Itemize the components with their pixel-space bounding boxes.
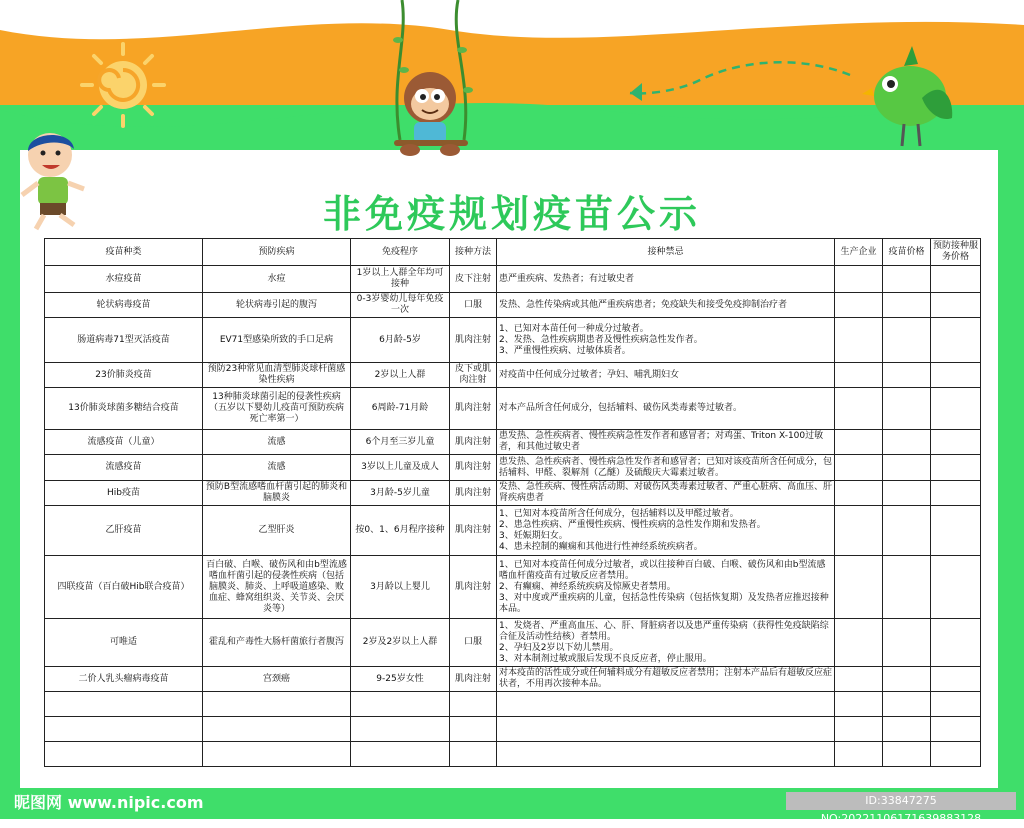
header-manufacturer: 生产企业 (835, 239, 883, 266)
cell-manufacturer (835, 293, 883, 318)
cell-schedule (351, 742, 450, 767)
cell-manufacturer (835, 363, 883, 388)
cell-contraindication: 患发热、急性疾病者、慢性疾病急性发作者和感冒者；对鸡蛋、Triton X-100过敏者，和其他过敏史者 (497, 430, 835, 455)
cell-disease: 轮状病毒引起的腹泻 (203, 293, 351, 318)
cell-method: 肌肉注射 (450, 556, 497, 619)
header-disease: 预防疾病 (203, 239, 351, 266)
cell-disease (203, 742, 351, 767)
cell-vaccine (45, 717, 203, 742)
cell-schedule: 3月龄以上婴儿 (351, 556, 450, 619)
cell-manufacturer (835, 692, 883, 717)
table-row (45, 363, 981, 388)
footer-id: ID:33847275 NO:20221106171639883128 (786, 792, 1016, 810)
cell-vaccine: Hib疫苗 (45, 481, 203, 506)
cell-service-price (931, 430, 981, 455)
cell-vaccine: 肠道病毒71型灭活疫苗 (45, 318, 203, 363)
cell-disease (203, 692, 351, 717)
cell-disease: 水痘 (203, 266, 351, 293)
cell-price (883, 363, 931, 388)
table-row (45, 742, 981, 767)
cell-contraindication: 发热、急性疾病、慢性病活动期、对破伤风类毒素过敏者、严重心脏病、高血压、肝肾疾病患者 (497, 481, 835, 506)
table-row (45, 455, 981, 481)
cell-vaccine: 四联疫苗（百白破Hib联合疫苗） (45, 556, 203, 619)
cell-price (883, 619, 931, 667)
table-row (45, 506, 981, 556)
sun-icon (78, 40, 168, 130)
page-title: 非免疫规划疫苗公示 (322, 192, 701, 236)
cell-service-price (931, 742, 981, 767)
cell-schedule: 2岁及2岁以上人群 (351, 619, 450, 667)
cell-price (883, 455, 931, 481)
cell-disease: EV71型感染所致的手口足病 (203, 318, 351, 363)
cell-vaccine (45, 692, 203, 717)
cell-vaccine: 13价肺炎球菌多糖结合疫苗 (45, 388, 203, 430)
table-row (45, 667, 981, 692)
cell-vaccine: 轮状病毒疫苗 (45, 293, 203, 318)
cell-method: 肌肉注射 (450, 506, 497, 556)
cell-contraindication: 发热、急性传染病或其他严重疾病患者；免疫缺失和接受免疫抑制治疗者 (497, 293, 835, 318)
cell-price (883, 430, 931, 455)
cell-vaccine: 乙肝疫苗 (45, 506, 203, 556)
cell-disease: 乙型肝炎 (203, 506, 351, 556)
cell-schedule: 2岁以上人群 (351, 363, 450, 388)
table-row (45, 388, 981, 430)
cell-service-price (931, 455, 981, 481)
cell-method: 肌肉注射 (450, 667, 497, 692)
cell-schedule: 1岁以上人群全年均可接种 (351, 266, 450, 293)
cell-price (883, 293, 931, 318)
cell-schedule: 9-25岁女性 (351, 667, 450, 692)
cell-manufacturer (835, 266, 883, 293)
cell-service-price (931, 363, 981, 388)
cell-service-price (931, 717, 981, 742)
vaccine-table (44, 238, 981, 767)
cell-method: 口服 (450, 619, 497, 667)
cell-disease: 预防23种常见血清型肺炎球杆菌感染性疾病 (203, 363, 351, 388)
cell-manufacturer (835, 506, 883, 556)
cell-contraindication: 1、发烧者、严重高血压、心、肝、肾脏病者以及患严重传染病（获得性免疫缺陷综合征及活动性结核）者禁用。 2、孕妇及2岁以下幼儿禁用。 3、对本制剂过敏或服后发现不良反应者，停止服用。 (497, 619, 835, 667)
cell-schedule (351, 717, 450, 742)
cell-method: 肌肉注射 (450, 318, 497, 363)
cell-contraindication: 对疫苗中任何成分过敏者；孕妇、哺乳期妇女 (497, 363, 835, 388)
cell-method: 肌肉注射 (450, 388, 497, 430)
cell-contraindication: 对本疫苗的活性成分或任何辅料成分有超敏反应者禁用；注射本产品后有超敏反应症状者，不用再次接种本品。 (497, 667, 835, 692)
cell-method: 皮下或肌肉注射 (450, 363, 497, 388)
cell-schedule: 6周龄-71月龄 (351, 388, 450, 430)
dashed-arrow-icon (620, 55, 860, 115)
bird-icon (862, 38, 962, 153)
cell-contraindication: 1、已知对本苗任何一种成分过敏者。 2、发热、急性疾病期患者及慢性疾病急性发作者。 3、严重慢性疾病、过敏体质者。 (497, 318, 835, 363)
cell-method (450, 717, 497, 742)
cell-price (883, 742, 931, 767)
cell-price (883, 481, 931, 506)
cell-method: 肌肉注射 (450, 455, 497, 481)
table-row (45, 692, 981, 717)
cell-schedule: 3岁以上儿童及成人 (351, 455, 450, 481)
monkey-swing-icon (380, 0, 490, 175)
cell-schedule: 0-3岁婴幼儿每年免疫一次 (351, 293, 450, 318)
cell-service-price (931, 266, 981, 293)
cell-manufacturer (835, 455, 883, 481)
cell-manufacturer (835, 556, 883, 619)
cell-method: 肌肉注射 (450, 430, 497, 455)
footer-logo: 昵图网 www.nipic.com (14, 793, 204, 812)
header-schedule: 免疫程序 (351, 239, 450, 266)
cell-schedule: 6个月至三岁儿童 (351, 430, 450, 455)
table-row (45, 430, 981, 455)
cell-vaccine: 可唯适 (45, 619, 203, 667)
cell-method (450, 692, 497, 717)
cell-price (883, 692, 931, 717)
table-row (45, 293, 981, 318)
cell-contraindication: 患发热、急性疾病者、慢性病急性发作者和感冒者；已知对该疫苗所含任何成分，包括辅料、甲醛、裂解剂（乙醚）及硫酸庆大霉素过敏者。 (497, 455, 835, 481)
cell-disease: 宫颈癌 (203, 667, 351, 692)
cell-contraindication (497, 692, 835, 717)
cell-disease: 霍乱和产毒性大肠杆菌旅行者腹泻 (203, 619, 351, 667)
cell-method (450, 742, 497, 767)
cell-disease: 预防B型流感嗜血杆菌引起的肺炎和脑膜炎 (203, 481, 351, 506)
cell-disease (203, 717, 351, 742)
cell-service-price (931, 667, 981, 692)
cell-contraindication: 患严重疾病、发热者；有过敏史者 (497, 266, 835, 293)
cell-method: 皮下注射 (450, 266, 497, 293)
header-method: 接种方法 (450, 239, 497, 266)
cell-vaccine (45, 742, 203, 767)
cell-price (883, 266, 931, 293)
cell-vaccine: 流感疫苗 (45, 455, 203, 481)
cell-vaccine: 水痘疫苗 (45, 266, 203, 293)
cell-price (883, 717, 931, 742)
cell-contraindication (497, 742, 835, 767)
cell-schedule: 3月龄-5岁儿童 (351, 481, 450, 506)
table-row (45, 717, 981, 742)
cell-method: 口服 (450, 293, 497, 318)
table-row (45, 556, 981, 619)
cell-contraindication: 1、已知对本疫苗任何成分过敏者，或以往接种百白破、白喉、破伤风和由b型流感嗜血杆菌疫苗有过敏反应者禁用。 2、有癫痫、神经系统疾病及惊厥史者禁用。 3、对中度或严重疾病的儿童，包括急性传染病（包括恢复期）及发热者应推迟接种本品。 (497, 556, 835, 619)
table-row (45, 619, 981, 667)
cell-vaccine: 流感疫苗（儿童） (45, 430, 203, 455)
table-header-row (45, 239, 981, 266)
header-vaccine: 疫苗种类 (45, 239, 203, 266)
cell-service-price (931, 619, 981, 667)
cell-price (883, 506, 931, 556)
cell-service-price (931, 318, 981, 363)
cell-service-price (931, 506, 981, 556)
cell-vaccine: 23价肺炎疫苗 (45, 363, 203, 388)
table-row (45, 481, 981, 506)
cell-manufacturer (835, 717, 883, 742)
cell-price (883, 318, 931, 363)
cell-disease: 百白破、白喉、破伤风和由b型流感嗜血杆菌引起的侵袭性疾病（包括脑膜炎、肺炎、上呼吸道感染、败血症、蜂窝组织炎、关节炎、会厌炎等） (203, 556, 351, 619)
cell-disease: 13种肺炎球菌引起的侵袭性疾病（五岁以下婴幼儿疫苗可预防疾病死亡率第一） (203, 388, 351, 430)
header-service-price: 预防接种服务价格 (931, 239, 981, 266)
cell-disease: 流感 (203, 455, 351, 481)
cell-contraindication: 1、已知对本疫苗所含任何成分，包括辅料以及甲醛过敏者。 2、患急性疾病、严重慢性疾病、慢性疾病的急性发作期和发热者。 3、妊娠期妇女。 4、患未控制的癫痫和其他进行性神经系统疾病者。 (497, 506, 835, 556)
cell-method: 肌肉注射 (450, 481, 497, 506)
table-row (45, 266, 981, 293)
header-contraindication: 接种禁忌 (497, 239, 835, 266)
cell-manufacturer (835, 667, 883, 692)
cell-vaccine: 二价人乳头瘤病毒疫苗 (45, 667, 203, 692)
cell-price (883, 556, 931, 619)
cell-service-price (931, 388, 981, 430)
cell-schedule (351, 692, 450, 717)
cell-manufacturer (835, 481, 883, 506)
cell-service-price (931, 293, 981, 318)
cell-price (883, 667, 931, 692)
cell-manufacturer (835, 318, 883, 363)
cell-manufacturer (835, 388, 883, 430)
table-row (45, 318, 981, 363)
cell-schedule: 按0、1、6月程序接种 (351, 506, 450, 556)
cell-disease: 流感 (203, 430, 351, 455)
cell-service-price (931, 692, 981, 717)
cell-contraindication: 对本产品所含任何成分，包括辅料、破伤风类毒素等过敏者。 (497, 388, 835, 430)
cell-service-price (931, 556, 981, 619)
cell-service-price (931, 481, 981, 506)
cell-manufacturer (835, 742, 883, 767)
cell-price (883, 388, 931, 430)
cell-manufacturer (835, 619, 883, 667)
header-price: 疫苗价格 (883, 239, 931, 266)
cell-manufacturer (835, 430, 883, 455)
cell-schedule: 6月龄-5岁 (351, 318, 450, 363)
cell-contraindication (497, 717, 835, 742)
